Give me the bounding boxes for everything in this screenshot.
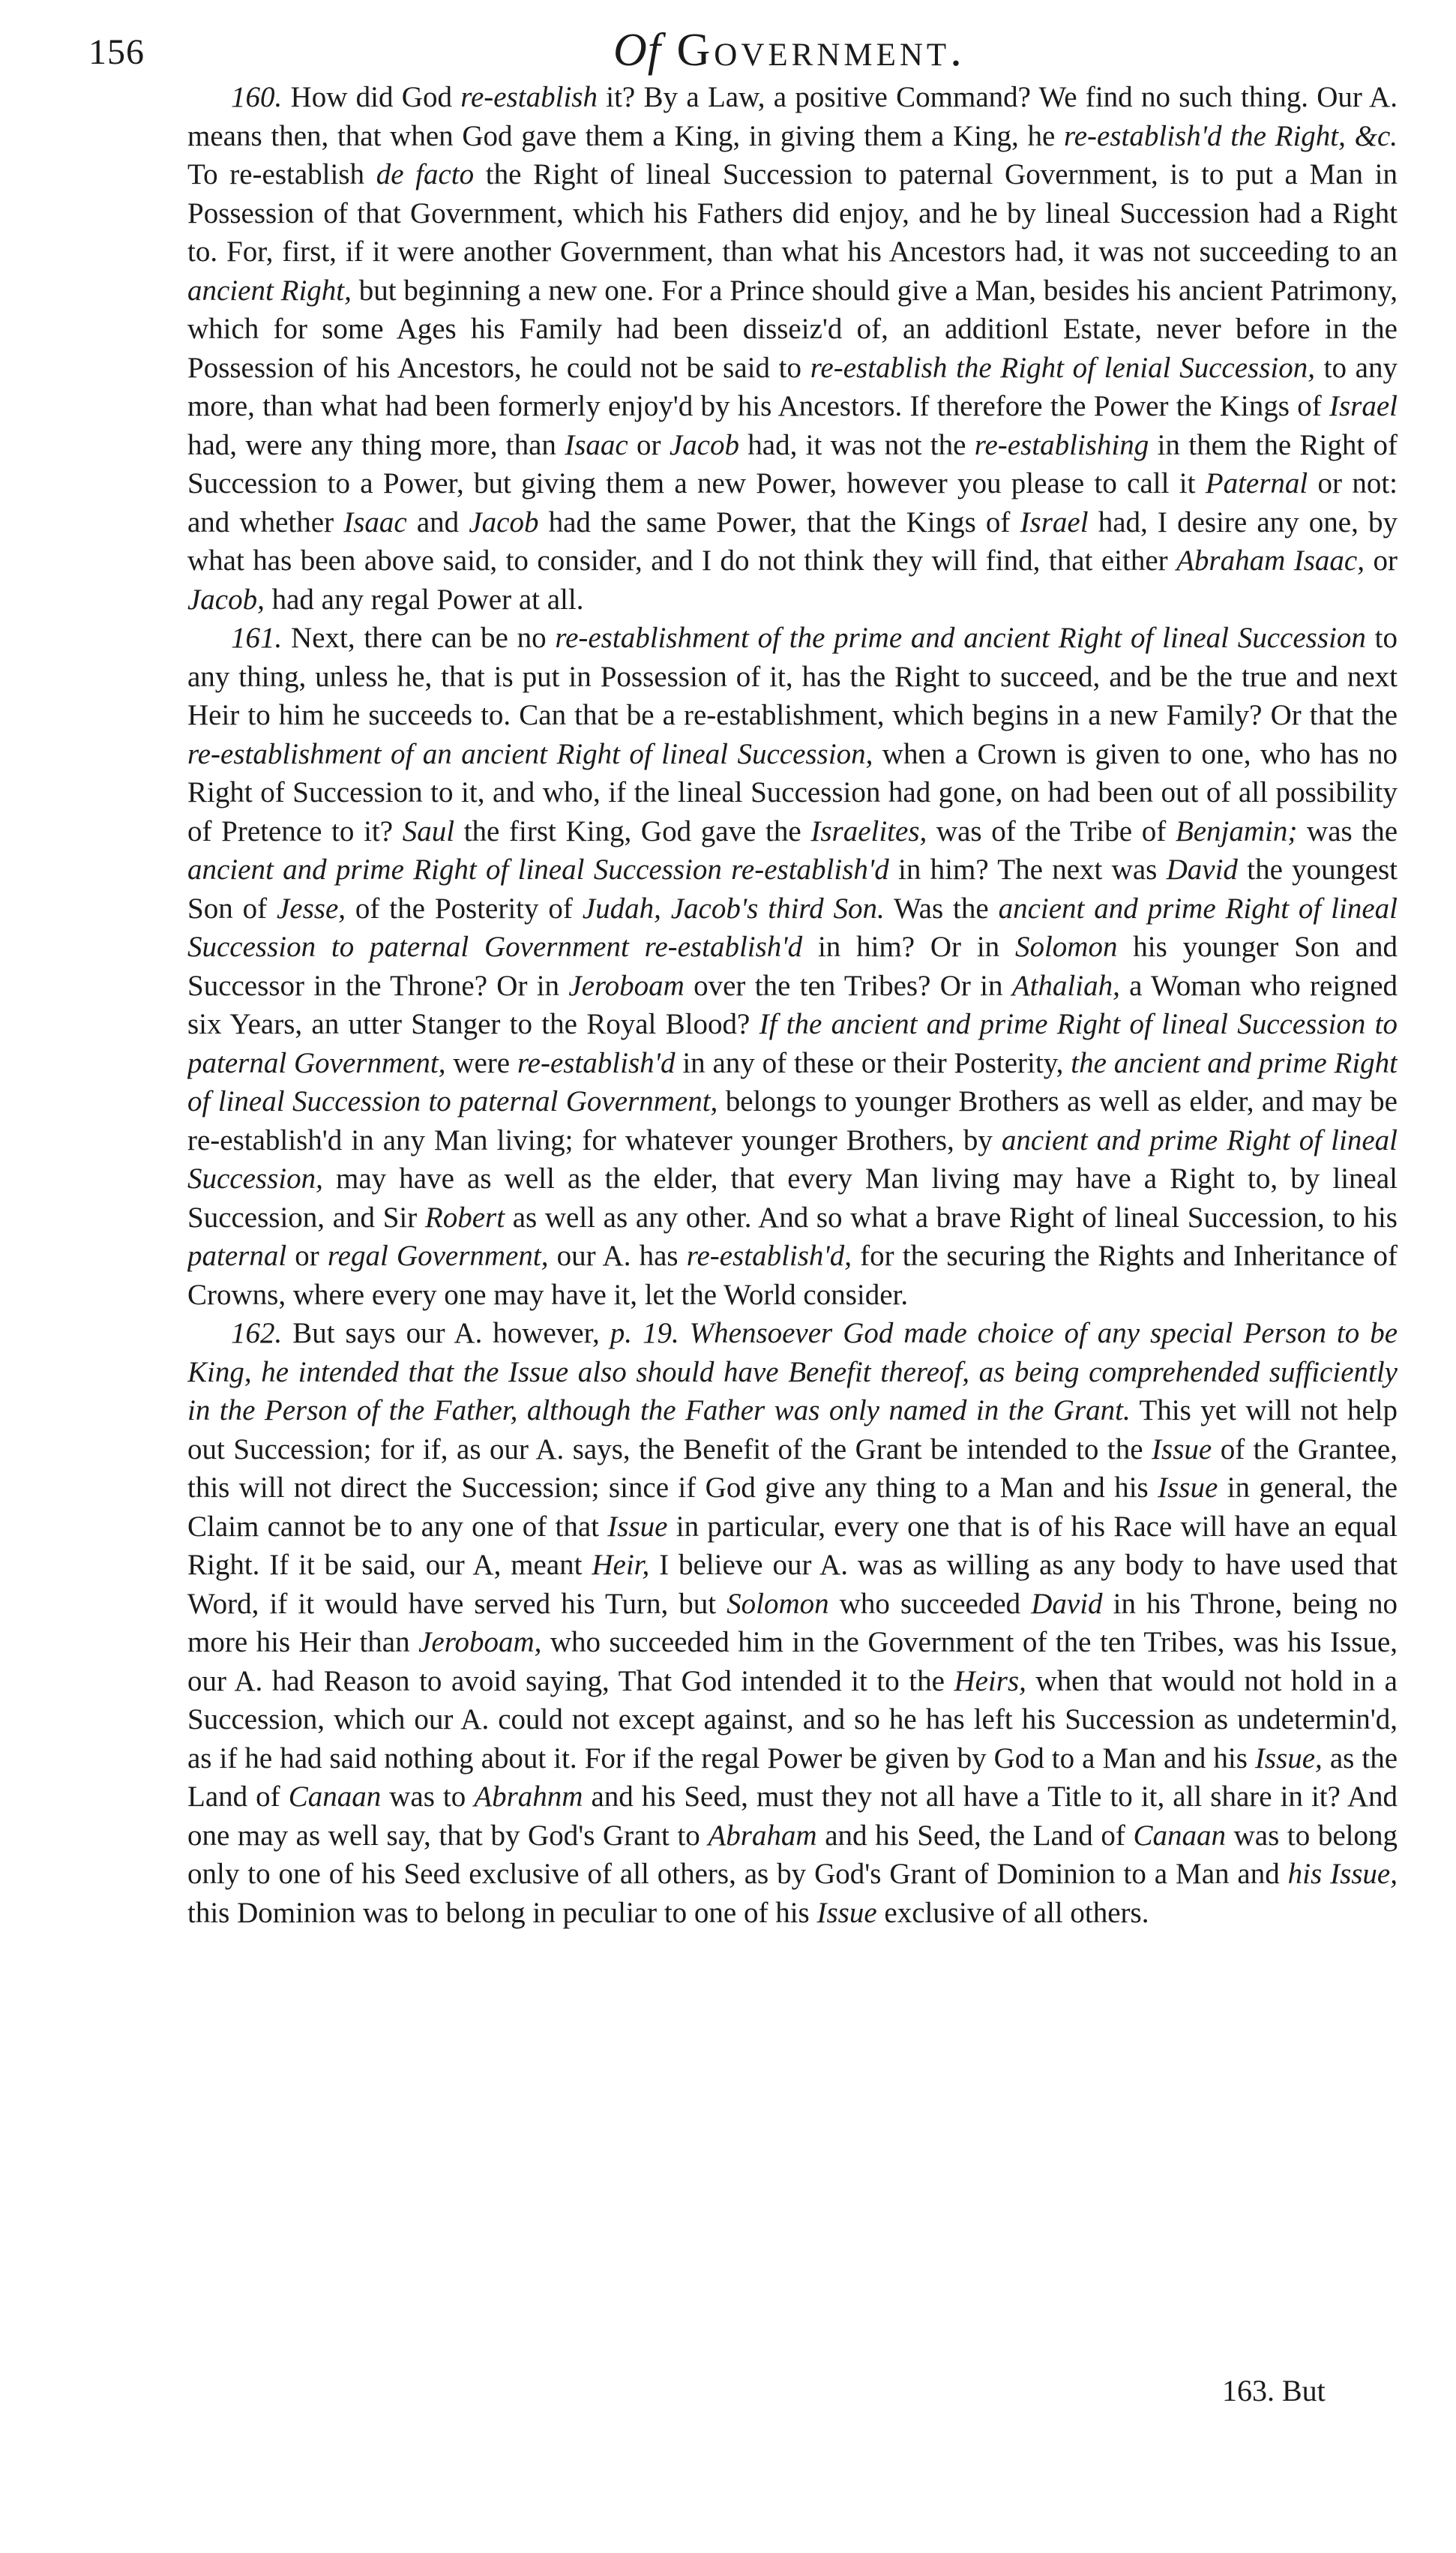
running-head [613,24,966,77]
text-run: had, were any thing more, than [187,428,565,461]
italic-text: ancient and prime Right of lineal Succession re-establish'd [187,854,889,886]
text-run: and his Seed, the Land of [816,1819,1134,1852]
italic-text: re-establish'd the Right, &c. [1064,119,1398,152]
italic-text: Abraham Isaac, [1176,544,1365,577]
italic-text: Heirs, [954,1664,1026,1697]
italic-text: Israel [1020,506,1089,538]
italic-text: ancient and prime Right of lineal Succession, [187,1124,1398,1195]
italic-text: Abraham [708,1819,817,1852]
text-run: But says our A. however, [282,1317,610,1349]
paragraph-162 [187,1314,1398,1932]
italic-text: Issue [607,1510,668,1543]
text-run: of the Posterity of [346,892,583,925]
running-head-of: Of [613,25,661,76]
text-run: Was the [884,892,999,925]
italic-text: Abrahnm [474,1780,583,1813]
text-run: had the same Power, that the Kings of [538,506,1020,538]
body-text [187,78,1398,2426]
italic-text: If the ancient and prime Right of lineal Succession to paternal Government, [187,1008,1398,1079]
paragraph-161 [187,619,1398,1314]
text-run: as the Land of [187,1742,1398,1813]
text-run: were [445,1046,517,1079]
text-run: our A. has [548,1240,687,1272]
italic-text: Issue [1152,1432,1212,1466]
text-run: this Dominion was to belong in peculiar to one of his [187,1896,817,1929]
italic-text: David [1166,854,1238,886]
text-run: had, it was not the [738,428,975,461]
italic-text: Solomon [727,1587,829,1620]
paragraph-number: 162. [231,1317,283,1349]
text-run: when a Crown is given to one, who has no Right of Succession to it, and who, if the lineal Succession had gone, on had been out of all possibility of Pretence to it? [187,737,1398,848]
italic-text: de facto [376,158,475,190]
text-run: in him? Or in [802,931,1015,963]
text-run: was to belong only to one of his Seed exclusive of all others, as by God's Grant of Dominion to a Man and [187,1819,1398,1890]
italic-text: Saul [402,814,455,848]
text-run: was of the Tribe of [927,814,1176,848]
text-run: but beginning a new one. For a Prince should give a Man, besides his ancient Patrimony, which for some Ages his Family had been disseiz'd of, an additionl Estate, never before in the Possession of his Ancestors, he could not be said to [187,274,1398,384]
italic-text: re-establishing [974,428,1149,461]
text-run: To re-establish [187,158,376,190]
page-header [88,18,1303,78]
italic-text: his Issue, [1287,1858,1398,1890]
italic-text: re-establish'd, [686,1240,852,1272]
italic-text: re-establishment of an ancient Right of lineal Succession, [187,737,873,770]
italic-text: Issue, [1254,1742,1323,1774]
italic-text: re-establish the Right of lenial Succession, [810,351,1315,384]
text-run: of the Grantee, this will not direct the Succession; since if God give any thing to a Man and his [187,1432,1398,1504]
running-head-title: Government. [676,25,966,76]
italic-text: paternal [187,1240,287,1272]
italic-text: Jacob, [187,583,265,616]
text-run: in general, the Claim cannot be to any one of that [187,1472,1398,1543]
text-run: had, I desire any one, by what has been above said, to consider, and I do not think they will find, that either [187,506,1398,577]
text-run: it? By a Law, a positive Command? We find no such thing. Our A. means then, that when God gave them a King, in giving them a King, he [187,81,1398,152]
text-run: for the securing the Rights and Inheritance of Crowns, where every one may have it, let the World consider. [187,1240,1398,1311]
italic-text: Isaac [343,506,407,538]
paragraph-number: 160. [231,81,283,113]
italic-text: ancient and prime Right of lineal Succession to paternal Government re-establish'd [187,892,1398,963]
page-number: 156 [88,32,145,72]
text-run: the youngest Son of [187,854,1398,925]
text-run: in him? The next was [888,854,1167,886]
text-run: his younger Son and Successor in the Throne? Or in [187,931,1398,1002]
italic-text: p. 19. Whensoever God made choice of any special Person to be King, he intended that the Issue also should have Benefit thereof, [187,1317,1398,1388]
italic-text: Issue [816,1896,877,1929]
italic-text: Jeroboam, [418,1626,542,1658]
italic-text: Jesse, [276,892,346,925]
text-run: in his Throne, being no more his Heir than [187,1587,1398,1658]
text-run: or [286,1240,328,1272]
text-run: who succeeded [828,1587,1032,1620]
text-run: in any of these or their Posterity, [675,1046,1071,1079]
italic-text: Benjamin; [1175,814,1298,848]
italic-text: Jacob [669,428,739,461]
text-run: over the ten Tribes? Or in [684,969,1012,1002]
italic-text: Athaliah, [1011,969,1120,1002]
text-run: in particular, every one that is of his Race will have an equal Right. If it be said, our A, meant [187,1510,1398,1581]
italic-text: re-establish [460,81,598,113]
text-run: and [406,506,469,538]
italic-text: the ancient and prime Right of lineal Succession to paternal Government, [187,1046,1398,1118]
text-run: to any more, than what had been formerly enjoy'd by his Ancestors. If therefore the Power the Kings of [187,351,1398,422]
italic-text: Issue [1158,1472,1218,1504]
italic-text: Israel [1329,390,1398,422]
italic-text: Solomon [1014,931,1118,963]
text-run [969,1356,979,1388]
text-run: or [628,428,670,461]
paragraph-160 [187,78,1398,619]
italic-text: Israelites, [810,814,927,848]
italic-text: Canaan [1133,1819,1227,1852]
text-run: when that would not hold in a Succession, which our A. could not except against, and so he has left his Succession as undetermin'd, as if he had said nothing about it. For if the regal Power be given by God to a Man and his [187,1664,1398,1774]
italic-text: as being comprehended sufficiently in the Person of the Father, although the Father was only named in the Grant. [187,1355,1398,1426]
text-run: How did God [282,81,461,113]
text-run: a Woman who reigned six Years, an utter Stanger to the Royal Blood? [187,969,1398,1040]
text-run: exclusive of all others. [876,1896,1149,1929]
italic-text: Paternal [1205,467,1308,500]
text-run: may have as well as the elder, that every Man living may have a Right to, by lineal Succession, and Sir [187,1162,1398,1234]
italic-text: Judah, Jacob's third Son. [582,892,885,925]
text-run: and his Seed, must they not all have a Title to it, all share in it? And one may as well say, that by God's Grant to [187,1780,1398,1852]
italic-text: Isaac [565,428,628,461]
italic-text: re-establish'd [517,1046,676,1079]
italic-text: ancient Right, [187,274,352,307]
text-run: Next, there can be no [282,622,556,654]
italic-text: Jacob [469,506,539,538]
text-run: as well as any other. And so what a brave Right of lineal Succession, to his [505,1201,1398,1234]
text-run: the Right of lineal Succession to paternal Government, is to put a Man in Possession of that Government, which his Fathers did enjoy, and he by lineal Succession had a Right to. For, first, if it were another Government, than what his Ancestors had, it was not succeeding to an [187,158,1398,268]
text-run: had any regal Power at all. [264,583,584,616]
italic-text: Canaan [288,1780,382,1813]
text-run: who succeeded him in the Government of the ten Tribes, was his Issue, our A. had Reason to avoid saying, That God intended it to the [187,1626,1398,1697]
text-run: or not: and whether [187,467,1398,538]
text-run: to any thing, unless he, that is put in Possession of it, has the Right to succeed, and be the true and next Heir to him he succeeds to. Can that be a re-establishment, which begins in a new Family? Or that the [187,622,1398,731]
text-run: or [1365,544,1398,577]
italic-text: Robert [424,1201,505,1234]
text-run: in them the Right of Succession to a Power, but giving them a new Power, however you please to call it [187,428,1398,500]
italic-text: re-establishment of the prime and ancient Right of lineal Succession [555,622,1366,654]
text-run: the first King, God gave the [454,814,811,848]
text-run: belongs to younger Brothers as well as elder, and may be re-establish'd in any Man living; for whatever younger Brothers, by [187,1085,1398,1156]
paragraph-number: 161. [231,622,283,654]
text-run: This yet will not help out Succession; for if, as our A. says, the Benefit of the Grant be intended to the [187,1394,1398,1466]
italic-text: regal Government, [327,1240,549,1272]
italic-text: Jeroboam [568,969,685,1002]
italic-text: Heir, [592,1549,650,1581]
catchword: 163. But [1222,2374,1326,2408]
text-run: was to [381,1780,475,1813]
text-run: was the [1297,814,1398,848]
italic-text: David [1031,1587,1103,1620]
text-run: I believe our A. was as willing as any body to have used that Word, if it would have served his Turn, but [187,1549,1398,1620]
